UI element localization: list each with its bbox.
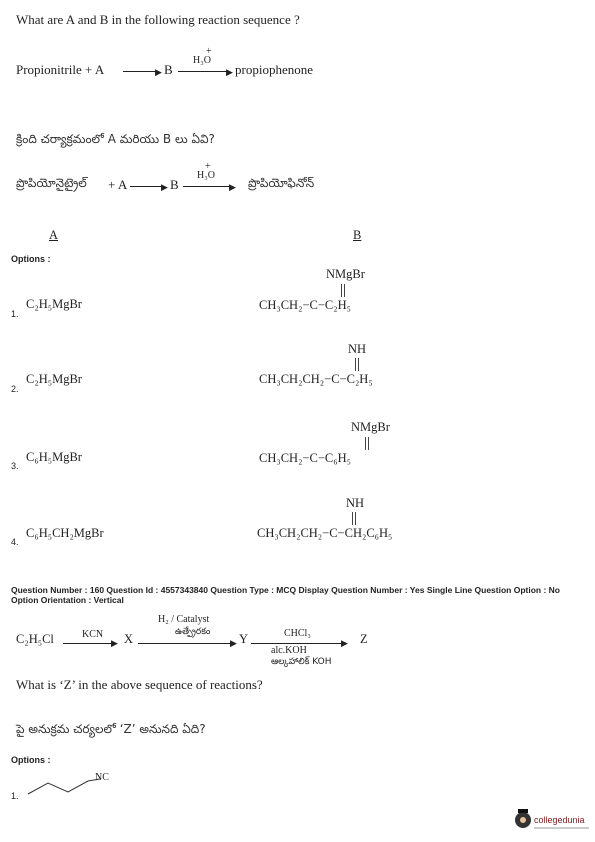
option-3-number[interactable]: 3. (11, 461, 19, 471)
reaction2-z: Z (360, 632, 368, 646)
reagent-catalyst-te: ఉత్ప్రేరకం (175, 627, 211, 637)
double-bond (344, 284, 345, 297)
arrow-head-icon: ▶ (229, 182, 236, 192)
collegedunia-logo: collegedunia (534, 815, 585, 825)
arrow-line (123, 71, 159, 72)
option-3-b-main[interactable]: CH₃CH₂−C−C₆H₅ (259, 451, 351, 465)
double-bond (341, 284, 342, 297)
reaction2-start: C₂H₅Cl (16, 632, 54, 646)
reagent-plus: + (206, 46, 212, 57)
double-bond (352, 512, 353, 525)
reagent-label: H₃O (193, 55, 211, 66)
logo-tagline (534, 827, 589, 829)
option-4-number[interactable]: 4. (11, 537, 19, 547)
option-2-number[interactable]: 2. (11, 384, 19, 394)
nc-group-label: NC (95, 772, 109, 783)
arrow-line (138, 643, 234, 644)
reagent-alc-koh: alc.KOH (271, 645, 307, 656)
arrow-line (183, 186, 233, 187)
arrow-line (130, 186, 165, 187)
reagent-kcn: KCN (82, 629, 104, 640)
option-3-b-top: NMgBr (351, 420, 390, 434)
option-2-b-main[interactable]: CH₃CH₂CH₂−C−C₂H₅ (259, 372, 373, 386)
reagent-koh-te: ఆల్కహాలిక్ KOH (271, 657, 332, 667)
option-1-a[interactable]: C₂H₅MgBr (26, 297, 82, 311)
double-bond (358, 358, 359, 371)
double-bond (368, 437, 369, 450)
arrow-head-icon: ▶ (230, 638, 237, 648)
question-en: What are A and B in the following reaction sequence ? (16, 12, 300, 27)
reagent-h2-catalyst: H₂ / Catalyst (158, 614, 210, 625)
option-4-b-main[interactable]: CH₃CH₂CH₂−C−CH₂C₆H₅ (257, 526, 393, 540)
graduate-avatar-icon (515, 812, 531, 828)
arrow-head-icon: ▶ (155, 67, 162, 77)
option-3-a[interactable]: C₆H₅MgBr (26, 450, 82, 464)
reaction-product: propiophenone (235, 62, 313, 77)
reaction-intermediate: B (164, 62, 173, 77)
arrow-line (63, 643, 115, 644)
option-2-a[interactable]: C₂H₅MgBr (26, 372, 82, 386)
options-label: Options : (11, 254, 51, 264)
question2-en: What is ‘Z’ in the above sequence of reactions? (16, 677, 263, 692)
question-te: క్రింది చర్యాక్రమంలో A మరియు B లు ఏవి? (16, 132, 215, 146)
skeletal-structure[interactable] (26, 770, 106, 800)
arrow-line (178, 71, 230, 72)
option-1-b-top: NMgBr (326, 267, 365, 281)
reaction-lhs-te: ప్రొపియోనైట్రైల్ (16, 176, 87, 190)
arrow-head-icon: ▶ (161, 182, 168, 192)
option-2-b-top: NH (348, 342, 367, 356)
column-a-header: A (49, 228, 59, 242)
reagent-plus: + (205, 161, 211, 172)
question-meta: Question Number : 160 Question Id : 4557343840 Question Type : MCQ Display Question Number : Yes Single Line Question Option : No Option Orientation : Vertical (11, 585, 560, 605)
reaction2-x: X (124, 632, 134, 646)
reagent-label: H₃O (197, 170, 215, 181)
option-1-number[interactable]: 1. (11, 309, 19, 319)
option-1-b-main[interactable]: CH₃CH₂−C−C₂H₅ (259, 298, 351, 312)
double-bond (355, 512, 356, 525)
reaction2-y: Y (239, 632, 249, 646)
reaction-lhs: Propionitrile + A (16, 62, 105, 77)
options-label-2: Options : (11, 755, 51, 765)
double-bond (355, 358, 356, 371)
arrow-line (251, 643, 345, 644)
question2-te: పై అనుక్రమ చర్యలలో ‘Z’ అనునది ఏది? (16, 722, 206, 736)
reaction-product-te: ప్రొపియోఫినోన్ (248, 176, 315, 190)
reagent-chcl3: CHCl₃ (284, 628, 311, 639)
q2-option-1-number[interactable]: 1. (11, 791, 19, 801)
column-b-header: B (353, 228, 362, 242)
arrow-head-icon: ▶ (341, 638, 348, 648)
option-4-b-top: NH (346, 496, 365, 510)
arrow-head-icon: ▶ (226, 67, 233, 77)
option-4-a[interactable]: C₆H₅CH₂MgBr (26, 526, 104, 540)
reaction-plus-a: + A (108, 177, 128, 192)
arrow-head-icon: ▶ (111, 638, 118, 648)
double-bond (365, 437, 366, 450)
reaction-intermediate: B (170, 177, 179, 192)
